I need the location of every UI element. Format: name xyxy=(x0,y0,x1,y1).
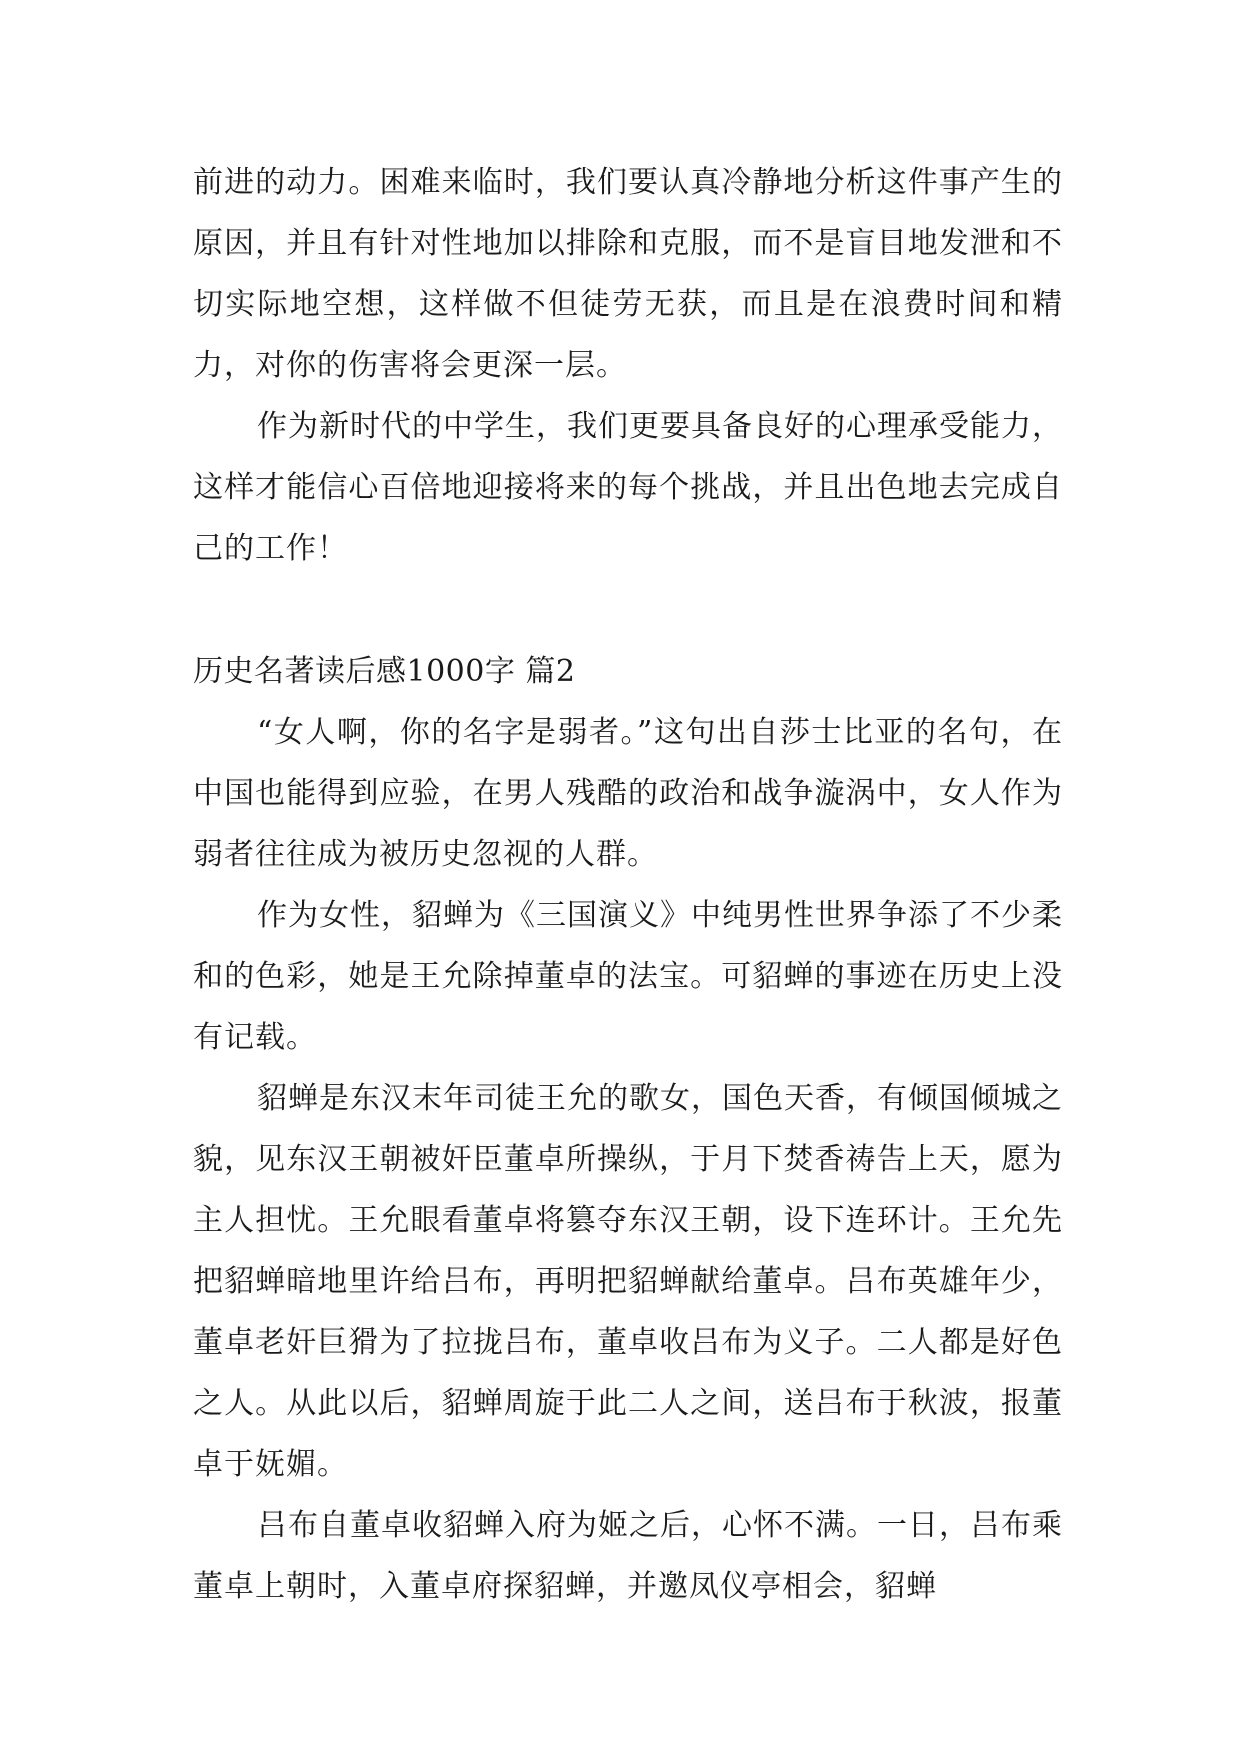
paragraph: 前进的动力。困难来临时，我们要认真冷静地分析这件事产生的原因，并且有针对性地加以排除和克服，而不是盲目地发泄和不切实际地空想，这样做不但徒劳无获，而且是在浪费时间和精力，对你的伤害将会更深一层。 xyxy=(193,165,1063,383)
document-body xyxy=(193,152,1063,1617)
paragraph: “女人啊，你的名字是弱者。”这句出自莎士比亚的名句，在中国也能得到应验，在男人残酷的政治和战争漩涡中，女人作为弱者往往成为被历史忽视的人群。 xyxy=(193,715,1063,872)
paragraph: 作为新时代的中学生，我们更要具备良好的心理承受能力，这样才能信心百倍地迎接将来的每个挑战，并且出色地去完成自己的工作！ xyxy=(193,409,1063,566)
paragraph: 吕布自董卓收貂蝉入府为姬之后，心怀不满。一日，吕布乘董卓上朝时，入董卓府探貂蝉，并邀凤仪亭相会，貂蝉 xyxy=(193,1508,1063,1604)
section-heading: 历史名著读后感1000字 篇2 xyxy=(193,654,576,689)
paragraph: 貂蝉是东汉末年司徒王允的歌女，国色天香，有倾国倾城之貌，见东汉王朝被奸臣董卓所操纵，于月下焚香祷告上天，愿为主人担忧。王允眼看董卓将篡夺东汉王朝，设下连环计。王允先把貂蝉暗地里许给吕布，再明把貂蝉献给董卓。吕布英雄年少，董卓老奸巨猾为了拉拢吕布，董卓收吕布为义子。二人都是好色之人。从此以后，貂蝉周旋于此二人之间，送吕布于秋波，报董卓于妩媚。 xyxy=(193,1081,1063,1482)
paragraph: 作为女性，貂蝉为《三国演义》中纯男性世界争添了不少柔和的色彩，她是王允除掉董卓的法宝。可貂蝉的事迹在历史上没有记载。 xyxy=(193,898,1063,1055)
